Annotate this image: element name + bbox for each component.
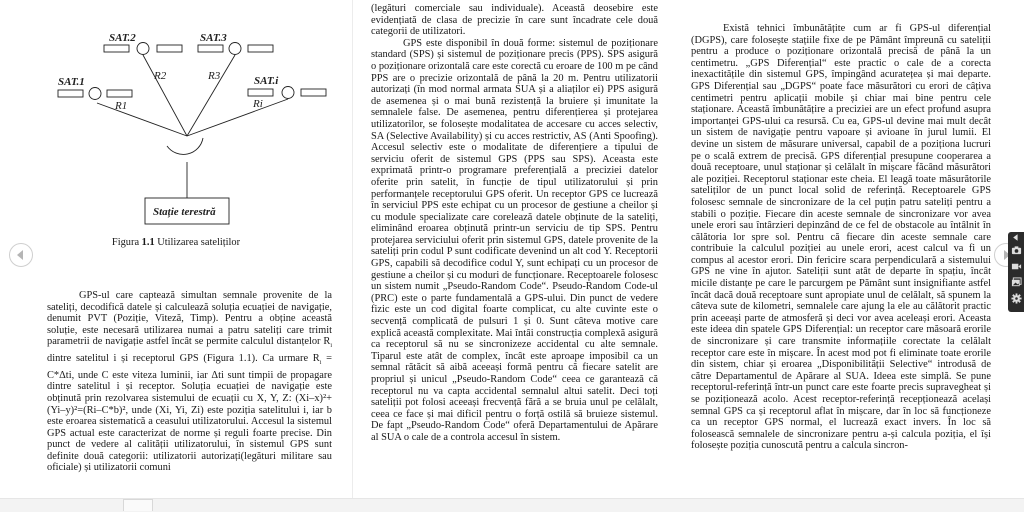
gear-icon[interactable] — [1010, 292, 1022, 304]
gallery-icon[interactable] — [1010, 276, 1022, 288]
chevron-left-icon — [17, 250, 23, 260]
sat-3-label: SAT.3 — [200, 32, 227, 44]
pin-icon[interactable] — [1010, 234, 1022, 240]
paragraph: Există tehnici îmbunătățite cum ar fi GPS-ul diferențial (DGPS), care folosește stațiile fixe de pe Pământ împreună cu sateliții pentru a produce o poziționare orizontală precisă de până la un centimetru. „GPS Diferențial“ este practic o cale de a corecta inexactitățile din sistemul GPS, împingând acuratețea și mai departe. GPS Diferențial sau „DGPS“ poate face măsurători cu erori de câțiva centimetri pentru aplicații mobile și chiar mai bine pentru cele staționare. Această îmbunătățire a preciziei are un efect profund asupra importanței GPS-ului ca resursă. Cu ea, GPS-ul devine mai mult decât un sistem de navigație pentru vapoare și avioane în jurul lumii. El devine un sistem de măsurare universal, capabil de a poziționa lucruri pe o scală extrem de precisă. GPS diferențial presupune cooperarea a două receptoare, unul staționar și celălalt în mișcare făcând măsurători ale poziției. Receptorul staționar este cheia. El leagă toate măsurătorile sateliților de un punct local solid de referință. Receptoarele GPS folosesc semnale de sincronizare de la cel puțin patru sateliți pentru a stabili o poziție. Fiecare din aceste semnale de sincronizare vor avea unele erori sau întârzieri depinzând de ce fel de obstacole au întâlnit în călătoria lor spre sol. Pentru că fiecare din aceste semnale care contribuie la calculul poziției au unele erori, acest calcul va fi un compus al acestor erori. Din fericire scara perpendiculară a sistemului GPS ne vine în ajutor. Sateliții sunt atât de departe în spațiu, încât micile distanțe pe care le parcurgem pe Pământ sunt insignifiante astfel încât dacă două receptoare sunt apropiate unul de celălalt, să spunem la câteva sute de kilometri, semnalele care ajung la ele au călătorit practic prin aceeași parte de atmosferă și deci vor avea aceleași erori. Aceasta este ideea din spatele GPS Diferențial: un receptor care măsoară erorile de sincronizare și care transmite informațiile corectate la celălalt receptor care este în mișcare. În acest mod pot fi eliminate toate erorile din sistem, chiar și eroarea „Disponibilității Selective“ introdusă de către Departamentul de Apărare al SUA. Ideea este simplă. Se pune receptorul-referință într-un punct care este foarte precis supravegheat și se poziționează acolo. Acest receptor-referință recepționează același semnal GPS ca și receptorul aflat în mișcare, dar în loc să funcționeze ca un receptor GPS normal, el lucrează exact invers. În loc să folosească semnalele de sincronizare pentru a-și calcula poziția, el își folosește poziția cunoscută pentru a calcula sincron- — [691, 23, 991, 452]
bottom-scrollbar[interactable] — [0, 498, 1024, 512]
equation: (Xi–x)²+(Yi–y)²=(Ri–C*b)² — [47, 392, 332, 416]
scrollbar-thumb[interactable] — [123, 499, 153, 511]
side-toolbar — [1008, 232, 1024, 312]
page-2 — [352, 0, 676, 498]
page-2-text — [371, 3, 658, 444]
camera-icon[interactable] — [1010, 244, 1022, 256]
page-1-text — [47, 290, 332, 474]
figure-caption: Figura 1.1 Utilizarea sateliților — [111, 237, 241, 248]
video-icon[interactable] — [1010, 260, 1022, 272]
paragraph: GPS este disponibil în două forme: sistemul de poziționare standard (SPS) și sistemul de poziționare precis (PPS). SPS asigură o poziționare orizontală care este corectă cu eroare de 100 m pe când PPS are o precizie orizontală de până la 20 m. Pentru utilizatorii autorizați (în mod normal armata SUA și a aliaților ei) PPS asigură de asemenea și o mai bună rezistență la bruiere și imunitate la semnalele false. De asemenea, pentru diferențierea și protejarea utilizatorilor, se folosește modalitatea de accesare cu acces selectiv, SA (Selective Availability) și cu acces restrictiv, AS (Anti Spoofing). Accesul selectiv este o modalitate de diferențiere a tipului de serviciu oferit de sistemul GPS (PPS sau SPS). Aceasta este exprimată printr-o programare preferențială a preciziei datelor oferite prin satelit, în funcție de tipul utilizatorului și prin performanțele receptorului GPS oferit. Un receptor GPS ce lucrează în serviciul PPS este echipat cu un procesor de gestiune a cheilor și cu module specializate care corelează datele obținute de la sateliți, eliminând eroarea obținută printr-un serviciu de tip SPS. Pentru protejarea serviciului oferit prin sistemul GPS, datele provenite de la sateliți prin codul P sunt codificate devenind un alt cod Y. Receptorii GPS, capabili să decodifice codul Y, sunt echipați cu un procesor de gestiune a cheilor și cu moduri de funcționare. Receptoarele folosesc un sistem numit „Pseudo-Random Code“. Pseudo-Random Code-ul (PRC) este o parte fundamentală a GPS-ului. Din punct de vedere fizic este un cod digital foarte complicat, cu alte cuvinte este o secvență complicată de pulsuri 1 și 0. Sunt câteva motive care explică această complexitate. Mai întâi construcția complexă asigură ca receptorul să nu se sincronizeze accidental cu alte semnale. Tiparul este atât de complex, încât este aproape imposibil ca un semnal rătăcit să aibă aceeași formă pentru că fiecare satelit are propriul și unicul „Pseudo-Random Code“ ceea ce garantează că receptorul nu va capta accidental semnalul altui satelit. Deci toți sateliții pot folosi aceeași frecvență fără a se bruia unul pe celălalt, ceea ce face și mai dificil pentru o forță ostilă să bruieze sistemul. De fapt „Pseudo-Random Code“ oferă Departamentului de Apărare al SUA o cale de a controla accesul în sistem. — [371, 37, 658, 443]
paragraph: (legături comerciale sau individuale). Această deosebire este evidențiată de clasa de precizie în care sunt încadrate cele două categorii de utilizatori. — [371, 3, 658, 38]
range-r1-label: R1 — [115, 100, 128, 112]
satellite-diagram — [55, 28, 335, 243]
station-label: Stație terestră — [153, 206, 216, 218]
range-r3-label: R3 — [208, 70, 221, 82]
sat-2-label: SAT.2 — [109, 32, 136, 44]
range-ri-label: Ri — [253, 98, 263, 110]
page-3 — [674, 0, 1024, 498]
sat-1-label: SAT.1 — [58, 76, 85, 88]
previous-page-button[interactable] — [9, 243, 33, 267]
sat-i-label: SAT.i — [254, 75, 279, 87]
page-3-text — [691, 23, 991, 452]
paragraph: GPS-ul care captează simultan semnale provenite de la sateliți, decodifică datele și calculează soluția ecuației de navigație, denumit PVT (Poziție, Viteză, Timp). Pentru a obține această soluție, este necesară utilizarea numai a patru sateliți care trimit parametrii de navigație astfel încât se permite calculul distanțelor $R_i$ dintre satelitul i și receptorul GPS (Figura 1.1). Ca urmare $R_i = C*\Delta ti$, unde C este viteza luminii, iar Δti sunt timpii de propagare dintre satelitul i și receptor. Soluția ecuației de navigație este obținută prin rezolvarea sistemului de ecuații cu X, Y, Z: (Xi–x)²+(Yi–y)²=(Ri–C*b)², unde (Xi, Yi, Zi) este poziția satelitului i, iar b este eroarea sistematică a ceasului utilizatorului. Accesul la sistemul GPS actual este caracterizat de norme și reguli foarte precise. Din punct de vedere al calității utilizatorului, în sistemul GPS sunt definite două categorii: utilizatorii autorizați(legături militare sau oficiale) și utilizatorii comuni — [47, 290, 332, 474]
range-r2-label: R2 — [154, 70, 167, 82]
page-1 — [0, 0, 352, 498]
